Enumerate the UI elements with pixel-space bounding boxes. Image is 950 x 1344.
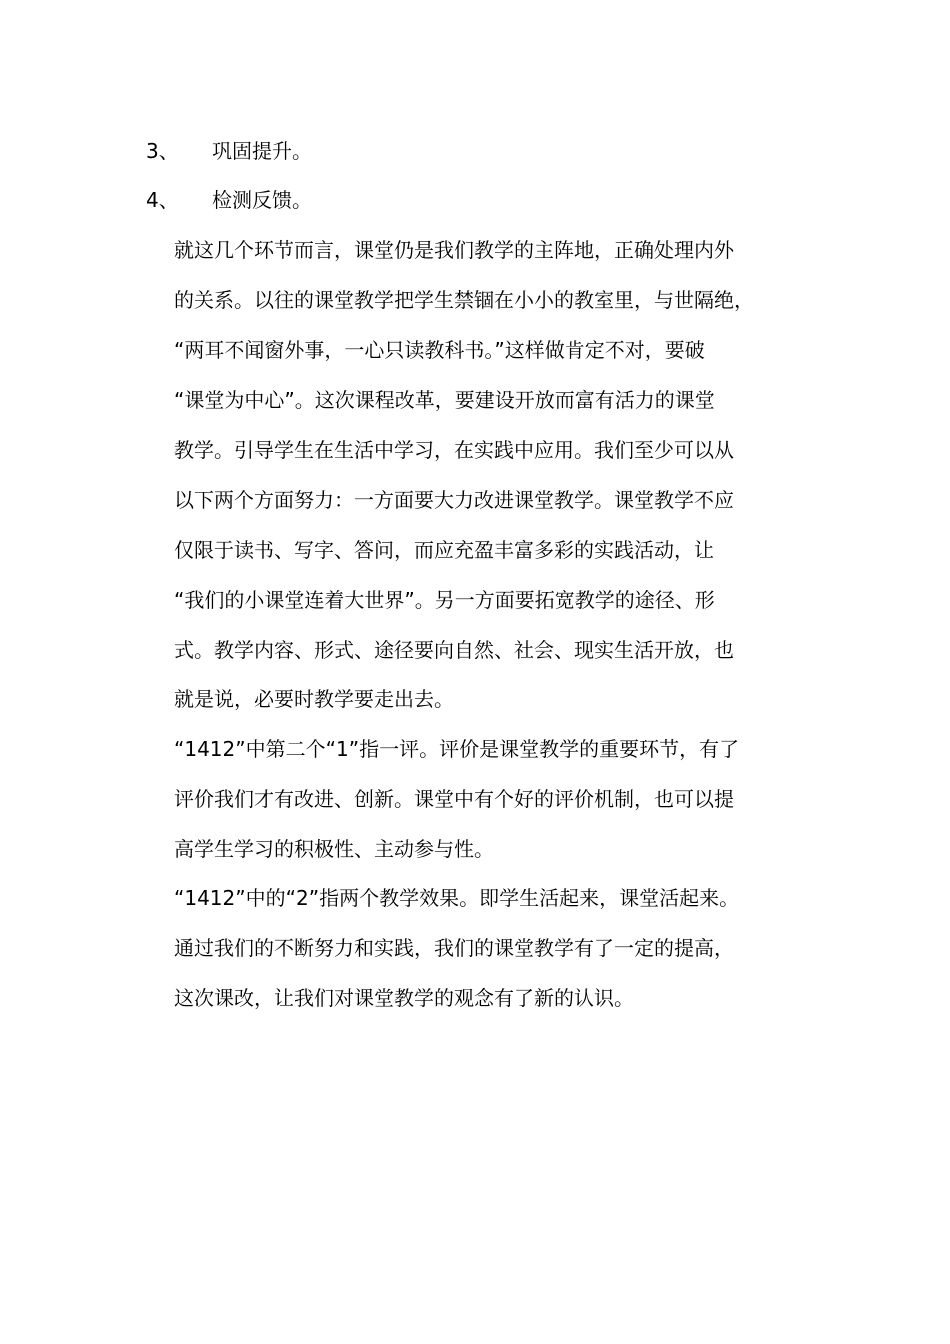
paragraph-line: 就是说，必要时教学要走出去。: [174, 687, 454, 711]
paragraph-line: “1412”中的“2”指两个教学效果。即学生活起来，课堂活起来。: [174, 886, 740, 910]
paragraph-line: 仅限于读书、写字、答问，而应充盈丰富多彩的实践活动，让: [174, 538, 714, 562]
paragraph-line: 就这几个环节而言，课堂仍是我们教学的主阵地，正确处理内外: [174, 238, 734, 262]
paragraph-line: “我们的小课堂连着大世界”。另一方面要拓宽教学的途径、形: [174, 588, 715, 612]
paragraph-line: 以下两个方面努力：一方面要大力改进课堂教学。课堂教学不应: [174, 488, 734, 512]
list-number: 3、: [146, 139, 179, 163]
list-number: 4、: [146, 188, 179, 212]
paragraph-line: 教学。引导学生在生活中学习，在实践中应用。我们至少可以从: [174, 438, 734, 462]
paragraph-line: 评价我们才有改进、创新。课堂中有个好的评价机制，也可以提: [174, 787, 734, 811]
paragraph-line: “两耳不闻窗外事，一心只读教科书。”这样做肯定不对，要破: [174, 338, 705, 362]
paragraph-line: “课堂为中心”。这次课程改革，要建设开放而富有活力的课堂: [174, 388, 715, 412]
list-text: 巩固提升。: [212, 139, 312, 163]
paragraph-line: 式。教学内容、形式、途径要向自然、社会、现实生活开放，也: [174, 638, 734, 662]
paragraph-line: “1412”中第二个“1”指一评。评价是课堂教学的重要环节，有了: [174, 737, 740, 761]
paragraph-line: 这次课改，让我们对课堂教学的观念有了新的认识。: [174, 986, 634, 1010]
paragraph-line: 的关系。以往的课堂教学把学生禁锢在小小的教室里，与世隔绝，: [174, 288, 754, 312]
list-text: 检测反馈。: [212, 188, 312, 212]
paragraph-line: 通过我们的不断努力和实践，我们的课堂教学有了一定的提高，: [174, 936, 734, 960]
paragraph-line: 高学生学习的积极性、主动参与性。: [174, 837, 494, 861]
